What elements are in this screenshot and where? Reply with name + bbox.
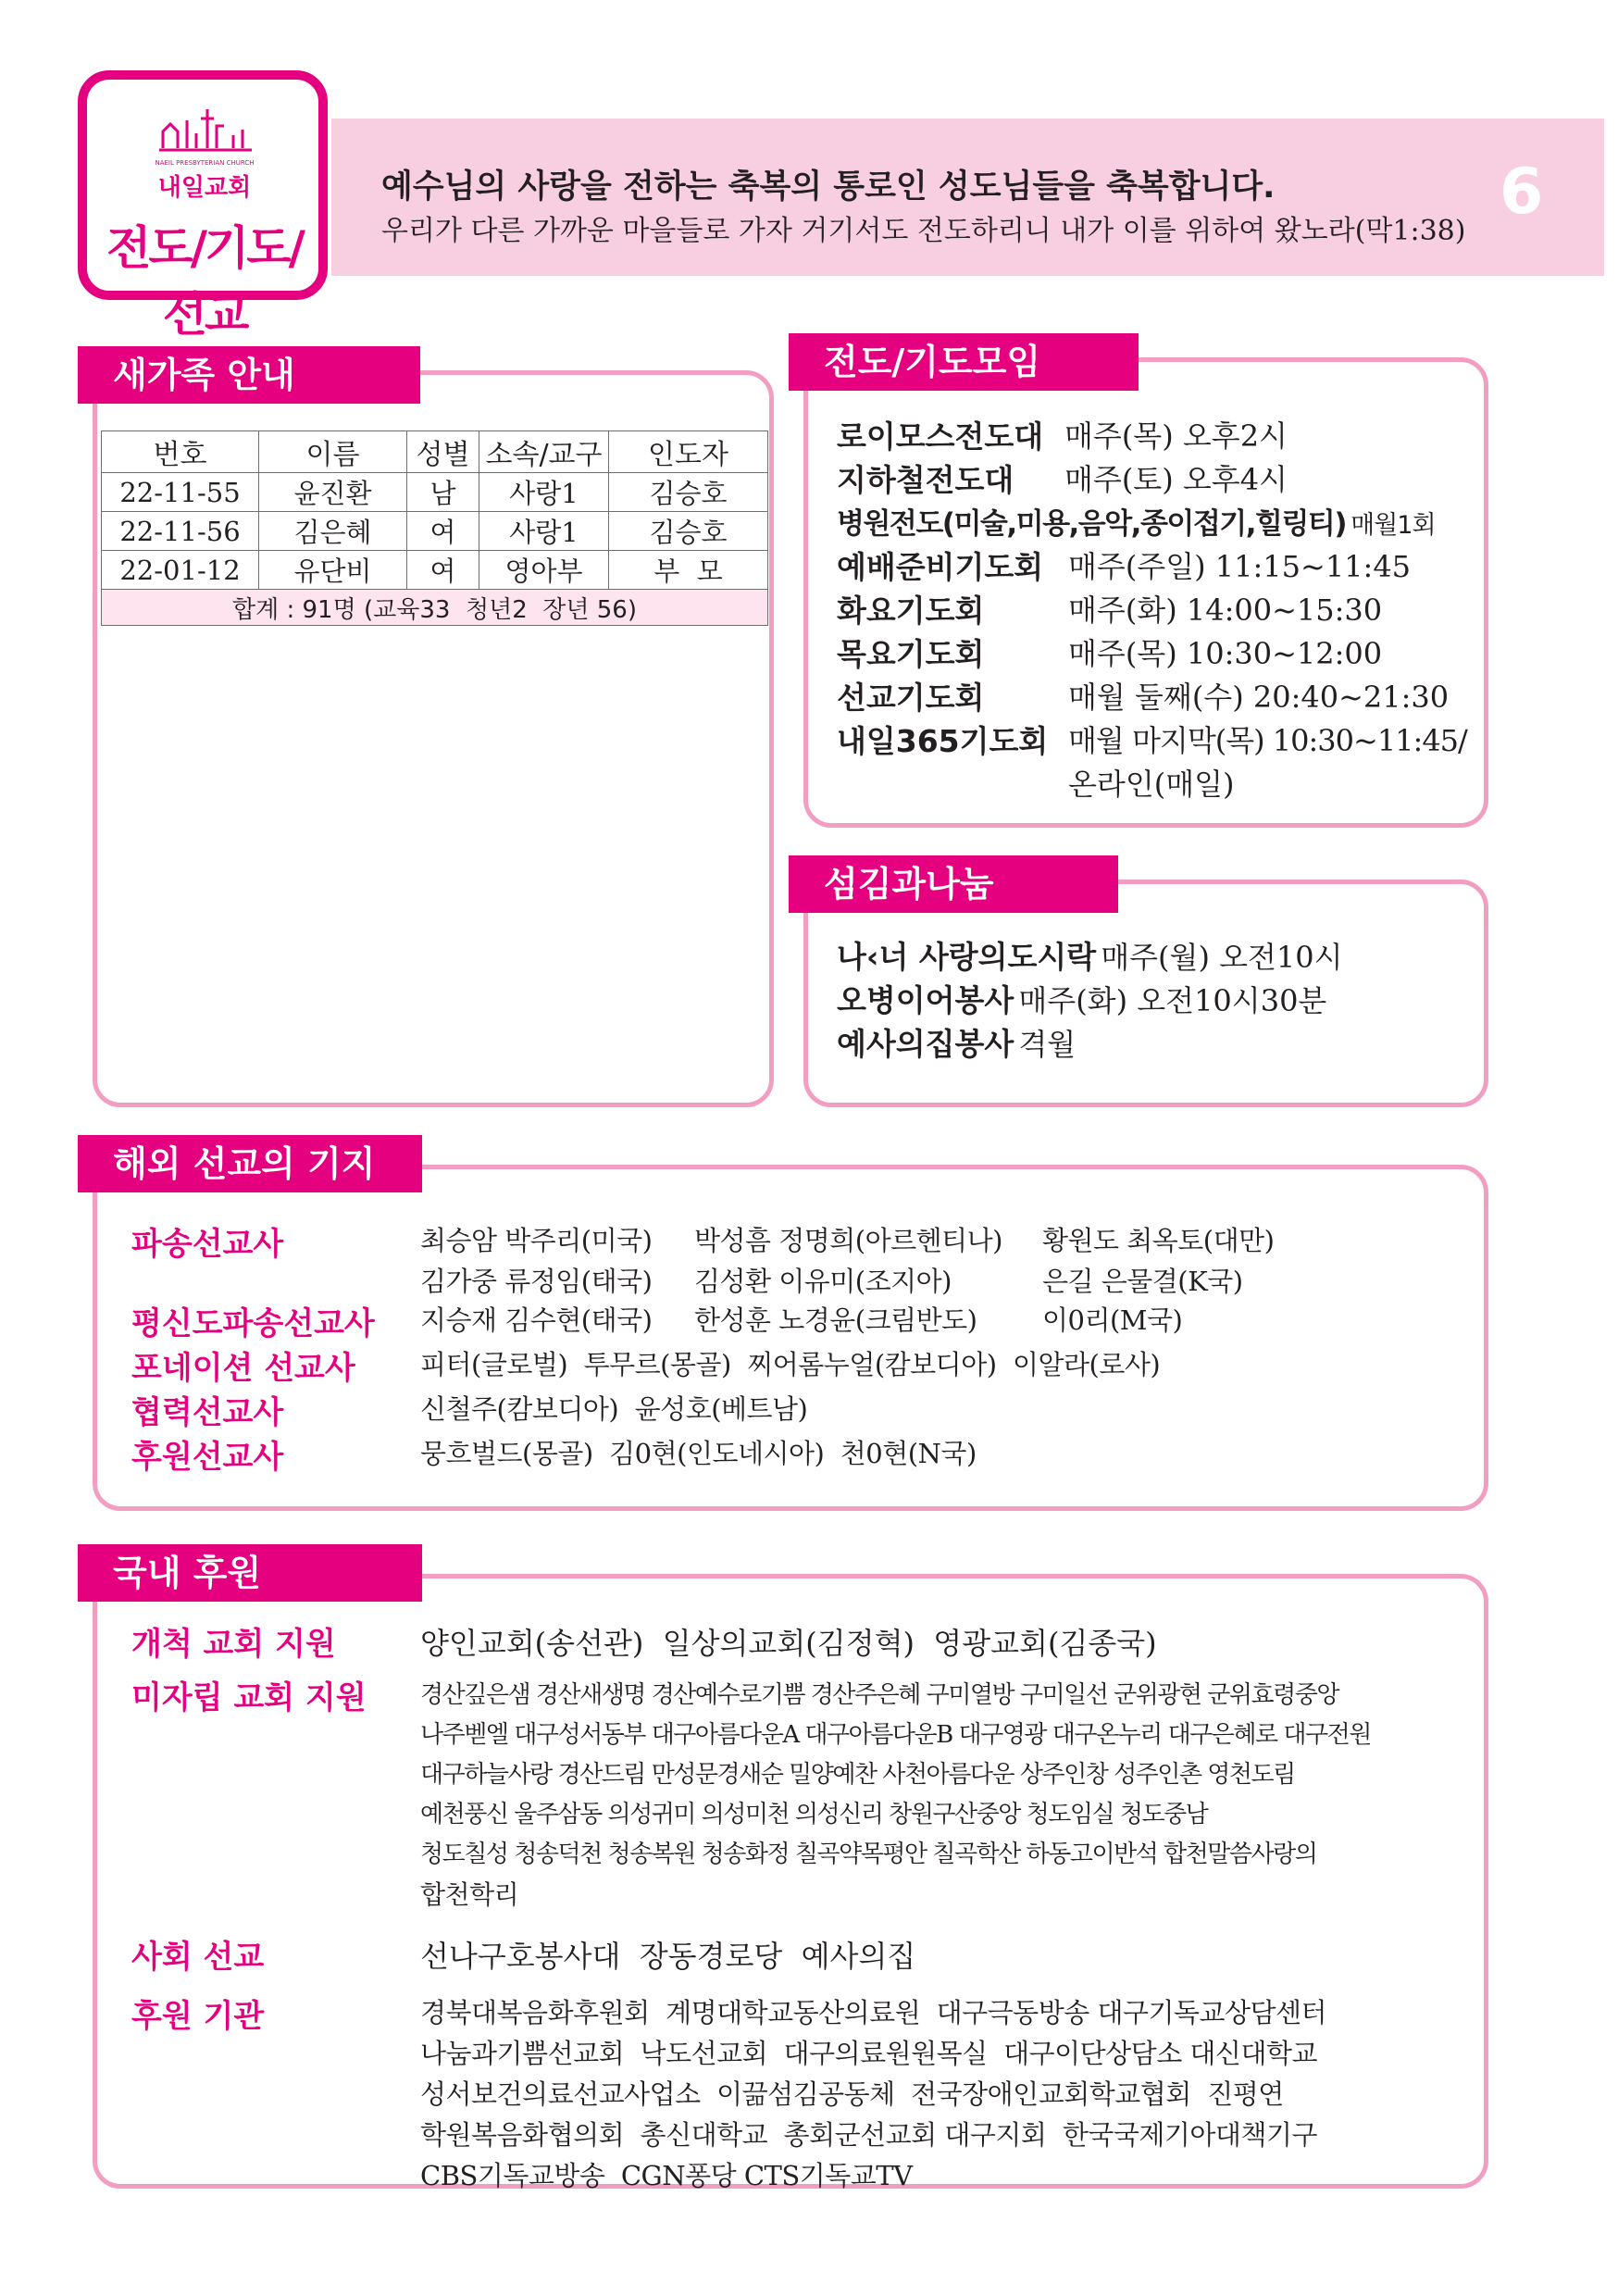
church-line: 대구하늘사랑 경산드림 만성문경새순 밀양예찬 사천아름다운 상주인창 성주인촌 영천도림	[420, 1761, 1295, 1789]
item-label: 나‹너 사랑의도시락	[837, 939, 1097, 975]
overseas-label: 협력선교사	[131, 1394, 284, 1431]
item-value: 매주(화) 오전10시30분	[1018, 983, 1327, 1018]
church-logo-icon	[159, 106, 252, 163]
item-label: 예배준비기도회	[837, 549, 1044, 585]
evangelism-item	[837, 500, 1436, 542]
overseas-label: 평신도파송선교사	[131, 1305, 375, 1342]
cell-gender: 남	[407, 473, 479, 512]
missionary-entry: 한성훈 노경윤(크림반도)	[694, 1304, 977, 1336]
overseas-label: 파송선교사	[131, 1226, 284, 1263]
missionary-entry: 이0리(M국)	[1042, 1304, 1183, 1336]
church-name-english: NAEIL PRESBYTERIAN CHURCH	[155, 159, 255, 167]
sponsor-line: 경북대복음화후원회 계명대학교동산의료원 대구극동방송 대구기독교상담센터	[420, 1997, 1327, 2028]
cell-name: 윤진환	[259, 473, 407, 512]
cell-gender: 여	[407, 512, 479, 551]
cell-guide: 부 모	[609, 551, 768, 590]
banner-verse: 우리가 다른 가까운 마을들로 가자 거기서도 전도하리니 내가 이를 위하여 왔노라(막1:38)	[381, 215, 1466, 247]
new-family-table-wrap	[101, 430, 767, 626]
item-label: 화요기도회	[837, 593, 985, 629]
total-summary: 합계 : 91명 (교육33 청년2 장년 56)	[102, 590, 768, 626]
sponsor-line: CBS기독교방송 CGN퐁당 CTS기독교TV	[420, 2160, 913, 2191]
evangelism-item	[837, 587, 984, 630]
banner-headline: 예수님의 사랑을 전하는 축복의 통로인 성도님들을 축복합니다.	[381, 168, 1276, 206]
domestic-tab: 국내 후원	[78, 1544, 422, 1602]
item-value: 매주(토) 오후4시	[1064, 462, 1288, 497]
cell-name: 유단비	[259, 551, 407, 590]
missionary-entry: 지승재 김수현(태국)	[420, 1304, 653, 1336]
missionary-entry: 피터(글로벌) 투무르(몽골) 찌어롬누얼(캄보디아) 이알라(로사)	[420, 1349, 1161, 1380]
cell-number: 22-11-55	[102, 473, 259, 512]
evangelism-item	[837, 674, 984, 718]
col-header: 소속/교구	[479, 431, 609, 473]
item-value: 매월 둘째(수) 20:40~21:30	[1068, 680, 1450, 715]
col-header: 성별	[407, 431, 479, 473]
item-value: 매주(목) 오후2시	[1064, 418, 1288, 454]
church-line: 나주벧엘 대구성서동부 대구아름다운A 대구아름다운B 대구영광 대구온누리 대구은혜로 대구전원	[420, 1721, 1371, 1749]
cell-guide: 김승호	[609, 473, 768, 512]
item-value-continued: 온라인(매일)	[1068, 767, 1235, 802]
overseas-label: 후원선교사	[131, 1439, 284, 1476]
missionary-entry: 김성환 이유미(조지아)	[694, 1266, 952, 1297]
item-label: 지하철전도대	[837, 462, 1014, 498]
item-value: 매월1회	[1350, 511, 1436, 540]
item-label: 목요기도회	[837, 636, 985, 672]
cell-guide: 김승호	[609, 512, 768, 551]
church-line: 합천학리	[420, 1879, 519, 1910]
missionary-entry: 박성흠 정명희(아르헨티나)	[694, 1225, 1003, 1256]
service-item	[837, 1020, 1076, 1064]
cell-group: 영아부	[479, 551, 609, 590]
item-label: 오병이어봉사	[837, 982, 1014, 1018]
section-title: 전도/기도/선교	[106, 221, 303, 342]
sponsor-line: 학원복음화협의회 총신대학교 총회군선교회 대구지회 한국국제기아대책기구	[420, 2119, 1317, 2151]
item-value: 매주(목) 10:30~12:00	[1068, 636, 1383, 671]
cell-name: 김은혜	[259, 512, 407, 551]
cell-gender: 여	[407, 551, 479, 590]
missionary-entry: 은길 은물결(K국)	[1042, 1266, 1243, 1297]
church-name: 내일교회	[157, 174, 252, 202]
item-label: 로이모스전도대	[837, 418, 1044, 455]
col-header: 이름	[259, 431, 407, 473]
item-value: 매주(화) 14:00~15:30	[1068, 593, 1383, 628]
cell-group: 사랑1	[479, 473, 609, 512]
col-header: 번호	[102, 431, 259, 473]
evangelism-item	[837, 543, 1043, 587]
table-row	[102, 512, 768, 551]
item-value: 매주(주일) 11:15~11:45	[1068, 549, 1412, 584]
new-family-table	[101, 430, 768, 626]
cell-group: 사랑1	[479, 512, 609, 551]
cell-number: 22-11-56	[102, 512, 259, 551]
evangelism-item	[837, 413, 1043, 456]
missionary-entry: 뭉흐벌드(몽골) 김0현(인도네시아) 천0현(N국)	[420, 1438, 977, 1469]
domestic-label: 후원 기관	[131, 1998, 265, 2035]
church-line: 경산깊은샘 경산새생명 경산예수로기쁨 경산주은혜 구미열방 구미일선 군위광현 군위효령중앙	[420, 1681, 1338, 1709]
missionary-entry: 김가중 류정임(태국)	[420, 1266, 653, 1297]
item-value: 매월 마지막(목) 10:30~11:45/	[1068, 723, 1467, 758]
overseas-tab: 해외 선교의 기지	[78, 1135, 422, 1192]
evangelism-item	[837, 630, 984, 674]
domestic-label: 미자립 교회 지원	[131, 1679, 367, 1716]
domestic-label: 사회 선교	[131, 1939, 265, 1976]
table-total-row	[102, 590, 768, 626]
service-item	[837, 933, 1343, 977]
service-tab: 섬김과나눔	[789, 855, 1118, 913]
missionary-entry: 최승암 박주리(미국)	[420, 1225, 653, 1256]
church-line: 청도칠성 청송덕천 청송복원 청송화정 칠곡약목평안 칠곡학산 하동고이반석 합천말씀사랑의	[420, 1841, 1317, 1868]
missionary-entry: 신철주(캄보디아) 윤성호(베트남)	[420, 1393, 808, 1425]
evangelism-item	[837, 718, 1048, 761]
item-value: 매주(월) 오전10시	[1101, 940, 1343, 975]
evangelism-item	[837, 456, 1014, 500]
domestic-label: 개척 교회 지원	[131, 1626, 336, 1663]
cell-number: 22-01-12	[102, 551, 259, 590]
item-label: 선교기도회	[837, 680, 985, 716]
service-item	[837, 977, 1326, 1020]
church-line: 예천풍신 울주삼동 의성귀미 의성미천 의성신리 창원구산중앙 청도임실 청도중남	[420, 1801, 1208, 1828]
evangelism-tab: 전도/기도모임	[789, 333, 1139, 391]
pioneer-churches: 양인교회(송선관) 일상의교회(김정혁) 영광교회(김종국)	[420, 1626, 1157, 1661]
social-mission-list: 선나구호봉사대 장동경로당 예사의집	[420, 1939, 916, 1974]
new-family-tab: 새가족 안내	[78, 346, 420, 404]
new-family-box	[93, 370, 774, 1107]
sponsor-line: 나눔과기쁨선교회 낙도선교회 대구의료원원목실 대구이단상담소 대신대학교	[420, 2038, 1317, 2069]
sponsor-line: 성서보건의료선교사업소 이끎섬김공동체 전국장애인교회학교협회 진평연	[420, 2078, 1284, 2110]
item-label: 내일365기도회	[837, 723, 1049, 759]
item-label: 예사의집봉사	[837, 1026, 1014, 1062]
item-value: 격월	[1018, 1027, 1077, 1062]
missionary-entry: 황원도 최옥토(대만)	[1042, 1225, 1275, 1256]
table-header-row	[102, 431, 768, 473]
page-number: 6	[1500, 156, 1544, 229]
col-header: 인도자	[609, 431, 768, 473]
item-label: 병원전도(미술,미용,음악,종이접기,힐링티)	[837, 507, 1347, 541]
table-row	[102, 551, 768, 590]
overseas-label: 포네이션 선교사	[131, 1350, 355, 1387]
table-row	[102, 473, 768, 512]
